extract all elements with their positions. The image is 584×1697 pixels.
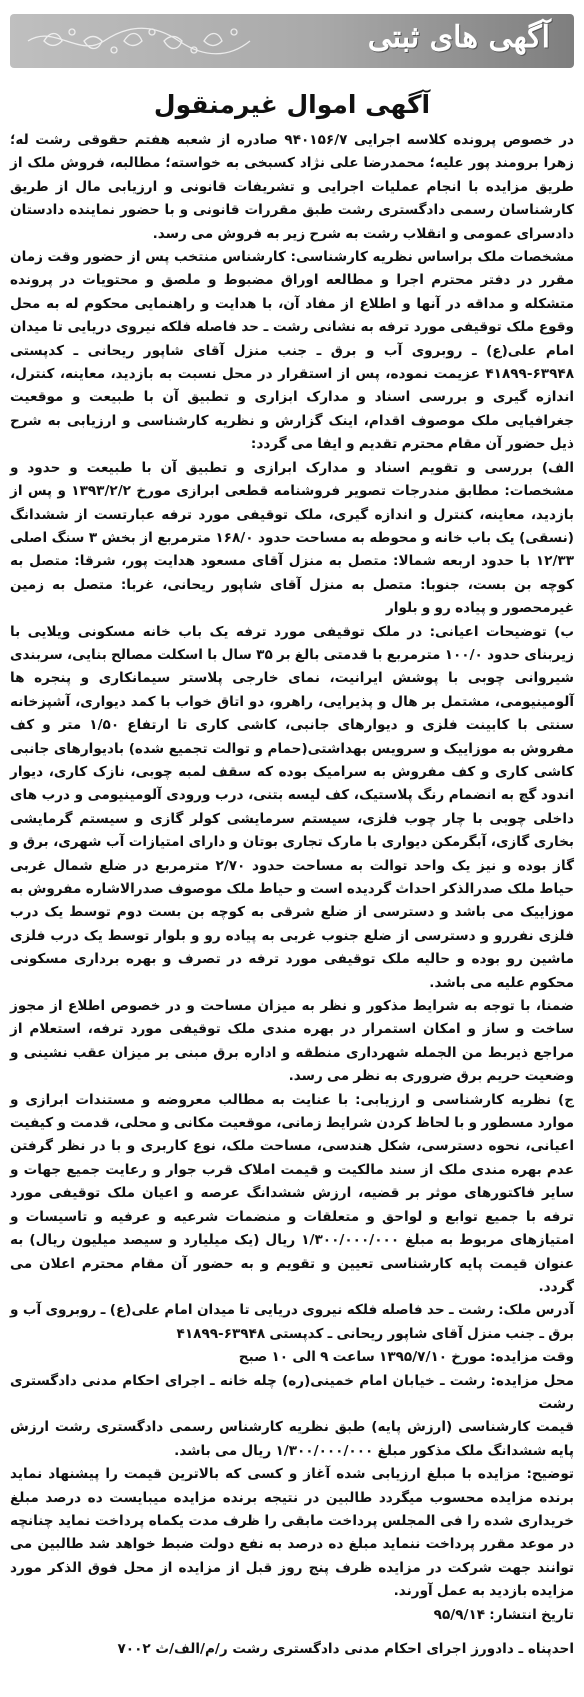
property-address: آدرس ملک: رشت ـ حد فاصله فلکه نیروی دریایی تا میدان امام علی(ع) ـ روبروی آب و برق ـ جنب منزل آقای شاپور ریحانی ـ کدپستی ۶۳۹۴۸-۴۱۸۹۹: [10, 1302, 574, 1342]
notice-body: [10, 129, 574, 1627]
explanation-paragraph: توضیح: مزایده با مبلغ ارزیابی شده آغاز و کسی که بالاترین قیمت را پیشنهاد نماید برنده مزایده محسوب میگردد طالبین در نتیجه برنده مزایده میبایست ده درصد مبلغ خریداری شده را فی المجلس پرداخت مابقی را ظرف مدت یکماه پرداخت نماید چنانچه در موعد مقرر پرداخت ننماید مبلغ ده درصد به نفع دولت ضبط خواهد شد طالبین می توانند جهت شرکت در مزایده ظرف پنج روز قبل از مزایده از محل فوق الذکر مورد مزایده بازدید به عمل آورند.: [10, 1466, 574, 1600]
section-alef-paragraph: الف) بررسی و تقویم اسناد و مدارک ابرازی و تطبیق آن با طبیعت و حدود و مشخصات: مطابق مندرجات تصویر فروشنامه قطعی ابرازی مورخ ۱۳۹۳/۲/۲ و پس از بازدید، معاینه، کنترل و اندازه گیری، ملک توقیفی مورد ترفه عبارتست از ششدانگ (نسقی) یک باب خانه و محوطه به مساحت حدود ۱۶۸/۰ مترمربع از بخش ۳ سنگ اصلی ۱۲/۳۳ با حدود اربعه شمالا: متصل به منزل آقای مسعود هدایت پور، شرقا: متصل به کوچه بن بست، جنوبا: متصل به منزل آقای شاپور ریحانی، غربا: متصل به زمین غیرمحصور و پیاده رو و بلوار: [10, 459, 574, 617]
note-paragraph: ضمنا، با توجه به شرایط مذکور و نظر به میزان مساحت و در خصوص اطلاع از مجوز ساخت و ساز و امکان استمرار در بهره مندی ملک توقیفی مورد ترفه، استعلام از مراجع ذیربط من الجمله شهرداری منطقه و اداره برق مبنی بر میزان عقب نشینی و وضعیت حریم برق ضروری به نظر می رسد.: [10, 998, 574, 1085]
section-jim-paragraph: ج) نظریه کارشناسی و ارزیابی: با عنایت به مطالب معروضه و مستندات ابرازی و موارد مسطور و با لحاظ کردن شرایط زمانی، موقعیت مکانی و محلی، قدمت و کیفیت اعیانی، نحوه دسترسی، شکل هندسی، مساحت ملک، نوع کاربری و با در نظر گرفتن عدم بهره مندی ملک از سند مالکیت و قیمت املاک قرب جوار و رعایت جمیع جهات و سایر فاکتورهای موثر بر قضیه، ارزش ششدانگ عرصه و اعیان ملک توقیفی مورد ترفه با جمیع توابع و لواحق و متعلقات و منضمات شرعیه و عرفیه و تاسیسات و امتیازهای مربوط به مبلغ ۱/۳۰۰/۰۰۰/۰۰۰ ریال (یک میلیارد و سیصد میلیون ریال) به عنوان قیمت پایه کارشناسی تعیین و تقویم و به حضور آن مقام محترم اعلان می گردد.: [10, 1091, 574, 1295]
section-banner: [10, 14, 574, 68]
publish-date: تاریخ انتشار: ۹۵/۹/۱۴: [433, 1606, 574, 1623]
auction-location: محل مزایده: رشت ـ خیابان امام خمینی(ره) چله خانه ـ اجرای احکام مدنی دادگستری رشت: [10, 1372, 574, 1412]
banner-title: آگهی های ثبتی: [367, 20, 550, 55]
property-specs-paragraph: مشخصات ملک براساس نظریه کارشناسی: کارشناس منتخب پس از حضور وقت زمان مقرر در دفتر محترم اجرا و مطالعه اوراق مضبوط و ملصق و محتویات در پرونده متشکله و مداقه در آنها و اطلاع از مفاد آن، با هدایت و راهنمایی محکوم له به محل وقوع ملک توقیفی مورد ترفه به نشانی رشت ـ حد فاصله فلکه نیروی دریایی تا میدان امام علی(ع) ـ روبروی آب و برق ـ جنب منزل آقای شاپور ریحانی ـ کدپستی ۶۳۹۴۸-۴۱۸۹۹ عزیمت نموده، پس از استقرار در محل نسبت به بازدید، معاینه، کنترل، اندازه گیری و بررسی اسناد و مدارک ابزاری و تطبیق آن با طبیعت و موقعیت جغرافیایی ملک موصوف اقدام، اینک گزارش و نظریه کارشناسی و ارزیابی به شرح ذیل حضور آن مقام محترم تقدیم و ایفا می گردد:: [10, 249, 574, 453]
notice-headline: آگهی اموال غیرمنقول: [153, 90, 431, 119]
notice-signature: احدپناه ـ دادورز اجرای احکام مدنی دادگستری رشت ر/م/الف/ث ۷۰۰۲: [117, 1641, 574, 1657]
intro-paragraph: در خصوص پرونده کلاسه اجرایی ۹۴۰۱۵۶/۷ صادره از شعبه هفتم حقوقی رشت له؛ زهرا برومند پور علیه؛ محمدرضا علی نژاد کسبخی به خواسته؛ مطالبه، فروش ملک از طریق مزایده با انجام عملیات اجرایی و تشریفات قانونی و ارزیابی مال از طریق کارشناسان رسمی دادگستری رشت طبق مقررات قانونی و با حضور نماینده دادستان دادسرای عمومی و انقلاب رشت به شرح زیر به فروش می رسد.: [10, 132, 574, 242]
floral-ornament-icon: [24, 20, 254, 62]
base-price-paragraph: قیمت کارشناسی (ارزش پایه) طبق نظریه کارشناس رسمی دادگستری رشت ارزش پایه ششدانگ ملک مذکور مبلغ ۱/۳۰۰/۰۰۰/۰۰۰ ریال می باشد.: [10, 1419, 574, 1459]
section-be-paragraph: ب) توضیحات اعیانی: در ملک توقیفی مورد ترفه یک باب خانه مسکونی ویلایی با زیربنای حدود ۱۰۰/۰ مترمربع با قدمتی بالغ بر ۳۵ سال با اسکلت مصالح بنایی، سربندی شیروانی چوبی با پوشش ایرانیت، نمای خارجی پلاستر سیمانکاری و پنجره ها آلومینیومی، مشتمل بر هال و پذیرایی، راهرو، دو اتاق خواب با کمد دیواری، آشپزخانه سنتی با کابینت فلزی و دیوارهای جانبی، کاشی کاری تا ارتفاع ۱/۵۰ متر و کف مفروش به موزاییک و سرویس بهداشتی(حمام و توالت تجمیع شده) بادیوارهای جانبی کاشی کاری و کف مفروش به سرامیک بوده که سقف لمبه چوبی، نازک کاری، دیوار اندود گچ به انضمام رنگ پلاستیک، کف لیسه بتنی، درب ورودی آلومینیومی و درب های داخلی چوبی با چار چوب فلزی، سیستم سرمایشی کولر گازی و سیستم گرمایشی بخاری گازی، آبگرمکن دیواری با مارک تجاری بوتان و دارای امتیازات آب شهری، برق و گاز بوده و نیز یک واحد توالت به مساحت حدود ۲/۷۰ مترمربع در ضلع شمال غربی حیاط ملک صدرالذکر احداث گردیده است و حیاط ملک موصوف صدرالاشاره مفروش به موزاییک می باشد و دسترسی از ضلع شرقی به کوچه بن بست دوم توسط یک درب فلزی نفررو و دسترسی از ضلع جنوب غربی به پیاده رو و بلوار توسط یک درب فلزی ماشین رو بوده و حالیه ملک توقیفی مورد ترفه در تصرف و بهره برداری مسکونی محکوم علیه می باشد.: [10, 623, 574, 991]
notice-page: [0, 14, 584, 1697]
auction-time: وقت مزایده: مورخ ۱۳۹۵/۷/۱۰ ساعت ۹ الی ۱۰ صبح: [238, 1349, 574, 1366]
